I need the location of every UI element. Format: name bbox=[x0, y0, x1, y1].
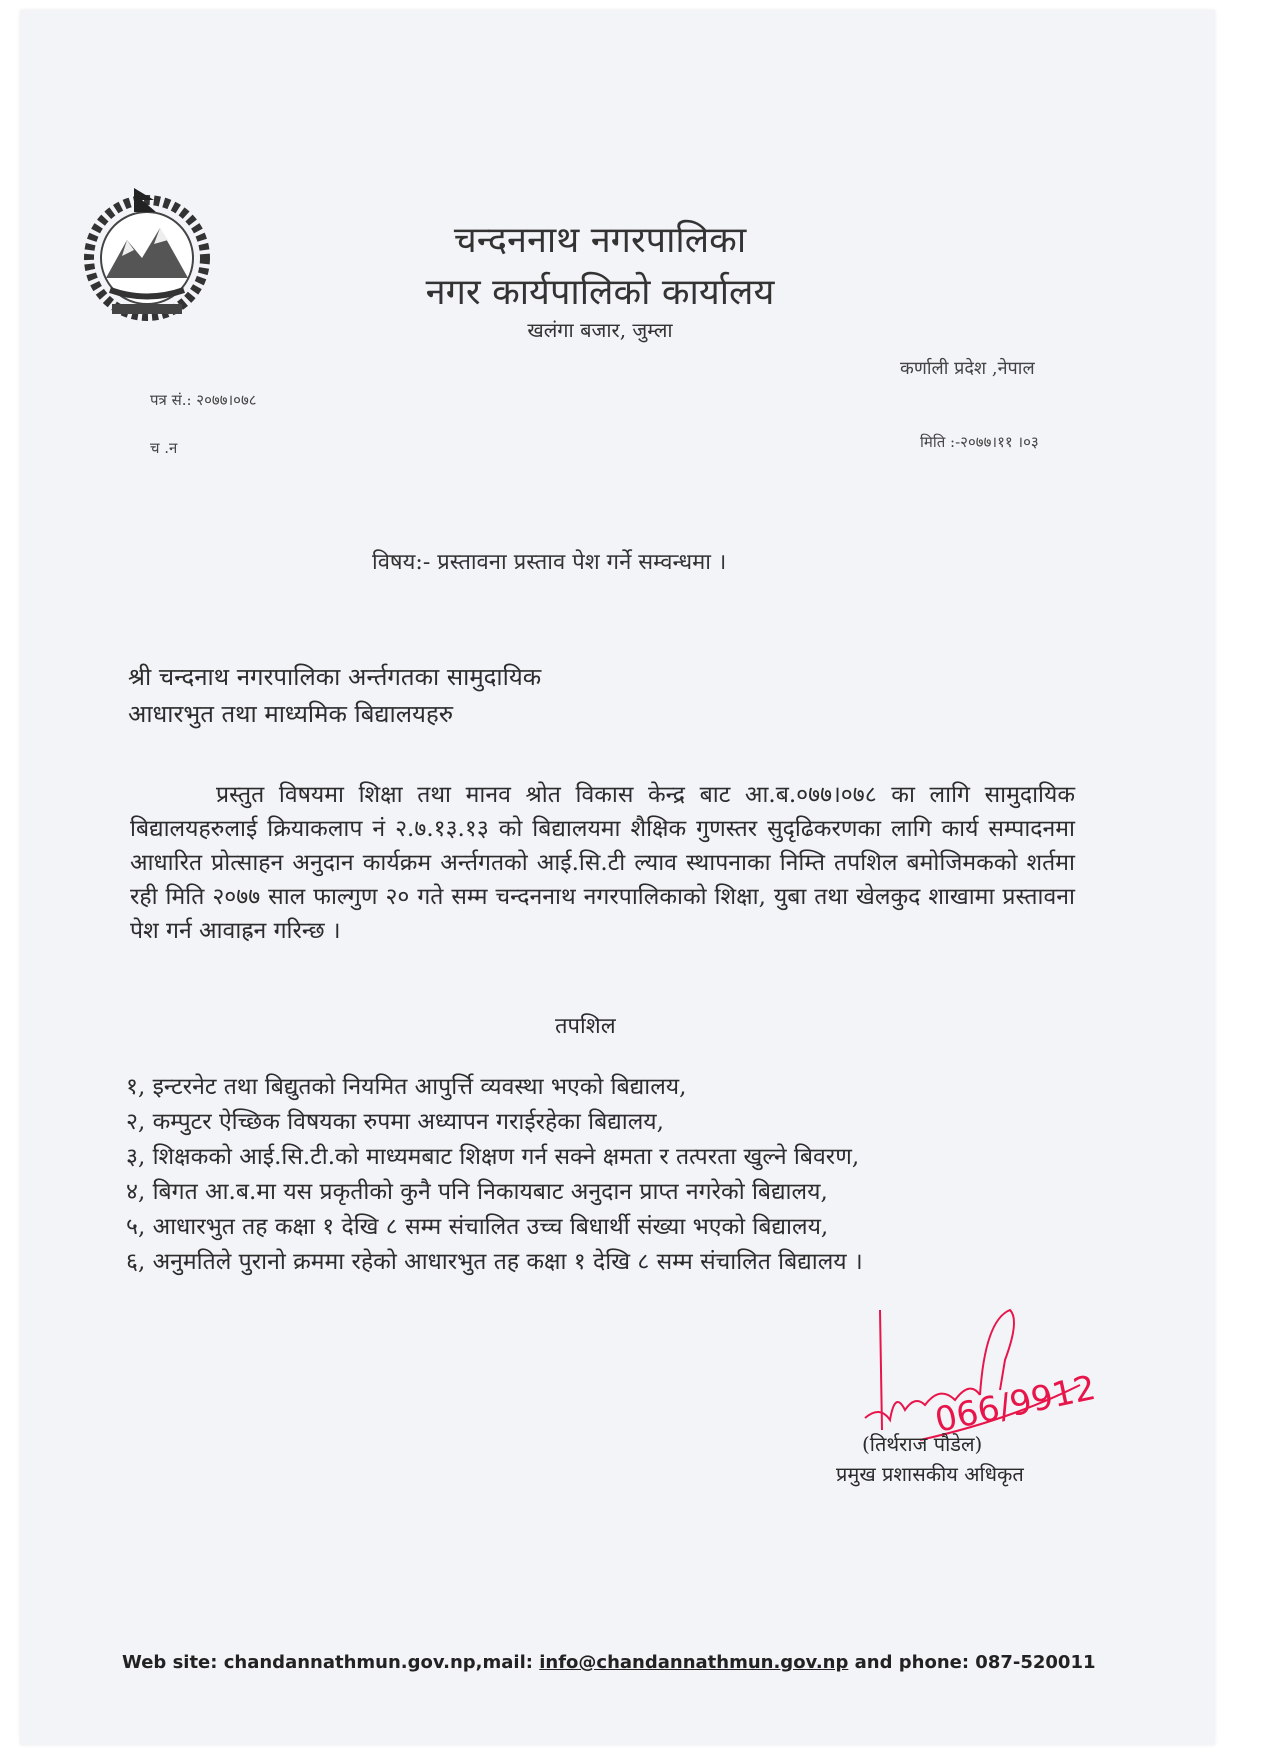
footer-email-link[interactable]: info@chandannathmun.gov.np bbox=[539, 1652, 849, 1673]
footer-phone: and phone: 087-520011 bbox=[848, 1652, 1096, 1673]
government-emblem-icon bbox=[72, 178, 222, 328]
letter-subject: विषय:- प्रस्तावना प्रस्ताव पेश गर्ने सम्वन्धमा । bbox=[372, 550, 727, 575]
signatory-title: प्रमुख प्रशासकीय अधिकृत bbox=[836, 1462, 1024, 1486]
tapasil-heading: तपशिल bbox=[555, 1014, 616, 1039]
cha-na-label: च .न bbox=[150, 439, 178, 457]
footer-website: Web site: chandannathmun.gov.np,mail: bbox=[122, 1652, 540, 1673]
list-item: ६, अनुमतिले पुरानो क्रममा रहेको आधारभुत तह कक्षा १ देखि ८ सम्म संचालित बिद्यालय । bbox=[126, 1249, 863, 1275]
criteria-list bbox=[126, 1070, 863, 1280]
handwritten-date: 066/9912 bbox=[931, 1367, 1100, 1441]
signatory-name: (तिर्थराज पौडेल) bbox=[862, 1432, 983, 1456]
addressee-line-2: आधारभुत तथा माध्यमिक बिद्यालयहरु bbox=[128, 700, 454, 728]
province-label: कर्णाली प्रदेश ,नेपाल bbox=[900, 358, 1035, 379]
list-item: १, इन्टरनेट तथा बिद्युतको नियमित आपुर्त्ति व्यवस्था भएको बिद्यालय, bbox=[126, 1074, 687, 1100]
addressee-line-1: श्री चन्दनाथ नगरपालिका अर्न्तगतका सामुदायिक bbox=[128, 663, 542, 691]
footer-contact bbox=[122, 1652, 1096, 1673]
reference-number: पत्र सं.: २०७७।०७८ bbox=[150, 391, 257, 409]
letter-body: प्रस्तुत विषयमा शिक्षा तथा मानव श्रोत विकास केन्द्र बाट आ.ब.०७७।०७८ का लागि सामुदायिक बिद्यालयहरुलाई क्रियाकलाप नं २.७.१३.१३ को बिद्यालयमा शैक्षिक गुणस्तर सुदृढिकरणका लागि कार्य सम्पादनमा आधारित प्रोत्साहन अनुदान कार्यक्रम अर्न्तगतको आई.सि.टी ल्याव स्थापनाका निम्ति तपशिल बमोजिमकको शर्तमा रही मिति २०७७ साल फाल्गुण २० गते सम्म चन्दननाथ नगरपालिकाको शिक्षा, युबा तथा खेलकुद शाखामा प्रस्तावना पेश गर्न आवाह्रन गरिन्छ । bbox=[130, 782, 1075, 944]
list-item: ४, बिगत आ.ब.मा यस प्रकृतीको कुनै पनि निकायबाट अनुदान प्राप्त नगरेको बिद्यालय, bbox=[126, 1179, 828, 1205]
letter-date: मिति :-२०७७।११ ।०३ bbox=[920, 433, 1039, 451]
office-name: चन्दननाथ नगरपालिका bbox=[453, 220, 747, 261]
list-item: २, कम्पुटर ऐच्छिक विषयका रुपमा अध्यापन गराईरहेका बिद्यालय, bbox=[126, 1109, 664, 1135]
list-item: ३, शिक्षकको आई.सि.टी.को माध्यमबाट शिक्षण गर्न सक्ने क्षमता र तत्परता खुल्ने बिवरण, bbox=[126, 1144, 860, 1170]
handwritten-signature bbox=[860, 1300, 1110, 1450]
office-subtitle: नगर कार्यपालिको कार्यालय bbox=[425, 272, 775, 313]
list-item: ५, आधारभुत तह कक्षा १ देखि ८ सम्म संचालित उच्च बिधार्थी संख्या भएको बिद्यालय, bbox=[126, 1214, 829, 1240]
office-address: खलंगा बजार, जुम्ला bbox=[527, 318, 673, 342]
